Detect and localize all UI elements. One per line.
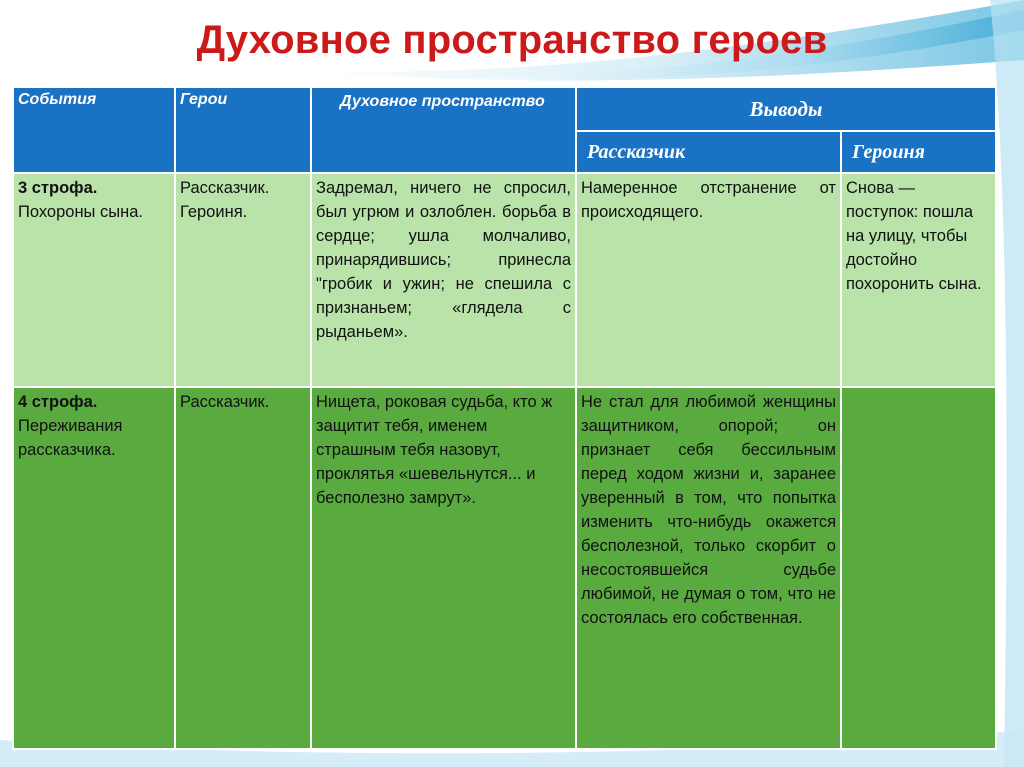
cell-event xyxy=(13,387,175,749)
event-text: Переживания рассказчика. xyxy=(18,417,123,459)
strofa-label: 4 строфа. xyxy=(18,393,98,411)
table-row xyxy=(13,387,996,749)
heroes-table xyxy=(12,86,997,750)
event-text: Похороны сына. xyxy=(18,203,143,221)
header-spiritual-space: Духовное пространство xyxy=(311,87,576,173)
cell-narrator: Намеренное отстранение от происходящего. xyxy=(576,173,841,387)
cell-spiritual-space: Нищета, роковая судьба, кто ж защитит тебя, именем страшным тебя назовут, проклятья «шевельнутся... и бесполезно замрут». xyxy=(311,387,576,749)
header-heroine: Героиня xyxy=(841,131,996,173)
cell-heroes: Рассказчик. Героиня. xyxy=(175,173,311,387)
table-row xyxy=(13,173,996,387)
cell-heroine xyxy=(841,387,996,749)
slide-title: Духовное пространство героев xyxy=(196,18,828,62)
cell-heroine: Снова — поступок: пошла на улицу, чтобы достойно похоронить сына. xyxy=(841,173,996,387)
header-events: События xyxy=(13,87,175,173)
header-row-1 xyxy=(13,87,996,131)
cell-narrator: Не стал для любимой женщины защитником, опорой; он признает себя бессильным перед ходом жизни и, заранее уверенный в том, что попытка изменить что-нибудь окажется бесполезной, только скорбит о несостоявшейся судьбе любимой, не думая о том, что не состоялась его собственная. xyxy=(576,387,841,749)
cell-event xyxy=(13,173,175,387)
header-narrator: Рассказчик xyxy=(576,131,841,173)
header-heroes: Герои xyxy=(175,87,311,173)
cell-heroes: Рассказчик. xyxy=(175,387,311,749)
cell-spiritual-space: Задремал, ничего не спросил, был угрюм и озлоблен. борьба в сердце; ушла молчаливо, принарядившись; принесла "гробик и ужин; не спешила с признаньем; «глядела с рыданьем». xyxy=(311,173,576,387)
header-conclusions: Выводы xyxy=(576,87,996,131)
strofa-label: 3 строфа. xyxy=(18,179,98,197)
